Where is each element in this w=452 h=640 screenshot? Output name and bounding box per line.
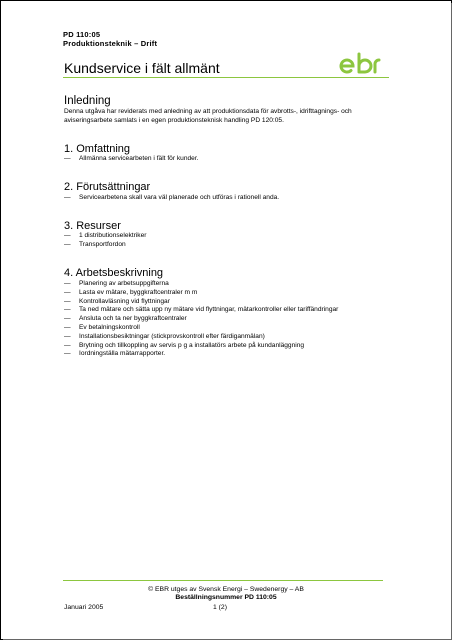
dash-bullet: — bbox=[64, 350, 71, 358]
dash-bullet: — bbox=[64, 194, 71, 201]
dash-bullet: — bbox=[64, 155, 71, 162]
list-item: — Planering av arbetsuppgifterna bbox=[64, 280, 169, 287]
list-item: — Ev betalningskontroll bbox=[64, 323, 140, 331]
dash-bullet: — bbox=[64, 232, 71, 239]
section-heading-arbetsbeskrivning: 4. Arbetsbeskrivning bbox=[64, 267, 164, 279]
dash-bullet: — bbox=[64, 341, 71, 349]
section-list-arbetsbeskrivning bbox=[64, 280, 374, 359]
section-list-omfattning bbox=[64, 155, 394, 164]
department-label: Produktionsteknik – Drift bbox=[63, 39, 158, 48]
list-item: — Allmänna servicearbeten i fält för kunder. bbox=[64, 155, 199, 162]
footer-page-number: 1 (2) bbox=[213, 604, 227, 611]
section-heading-omfattning: 1. Omfattning bbox=[64, 143, 131, 155]
dash-bullet: — bbox=[64, 323, 71, 331]
page-title: Kundservice i fält allmänt bbox=[64, 60, 220, 76]
section-heading-forutsattningar: 2. Förutsättningar bbox=[64, 181, 151, 193]
dash-bullet: — bbox=[64, 240, 71, 248]
list-item: — Ta ned mätare och sätta upp ny mätare vid flyttningar, mätarkontroller eller tariffändringar bbox=[64, 306, 339, 314]
section-list-resurser bbox=[64, 232, 394, 250]
intro-heading: Inledning bbox=[64, 95, 111, 107]
dash-bullet: — bbox=[64, 315, 71, 323]
list-item: — Kontrollavläsning vid flyttningar bbox=[64, 297, 170, 305]
dash-bullet: — bbox=[64, 306, 71, 314]
document-code: PD 110:05 bbox=[63, 30, 101, 39]
dash-bullet: — bbox=[64, 280, 71, 287]
section-heading-resurser: 3. Resurser bbox=[64, 220, 121, 232]
list-item: — Transportfordon bbox=[64, 240, 126, 248]
list-item: — Iordningställa mätarrapporter. bbox=[64, 350, 166, 358]
list-item: — 1 distributionselektriker bbox=[64, 232, 147, 239]
dash-bullet: — bbox=[64, 288, 71, 296]
footer-date: Januari 2005 bbox=[64, 604, 104, 611]
list-item: — Brytning och tillkoppling av servis p g a installatörs arbete på kundanläggning bbox=[64, 341, 305, 349]
list-item: — Ansluta och ta ner byggkraftcentraler bbox=[64, 315, 187, 323]
intro-text: Denna utgåva har reviderats med anledning av att produktionsdata för avbrotts-, idrifttagnings- och aviseringsarbete samlats i en egen produktionsteknisk handling PD 120:05. bbox=[64, 108, 352, 124]
footer-copyright: © EBR utges av Svensk Energi – Swedenergy – AB bbox=[148, 586, 304, 593]
footer-divider bbox=[63, 580, 383, 581]
footer-order-number: Beställningsnummer PD 110:05 bbox=[175, 594, 277, 601]
list-item: — Servicearbetena skall vara väl planerade och utföras i rationell anda. bbox=[64, 194, 280, 201]
section-list-forutsattningar bbox=[64, 194, 394, 203]
title-divider bbox=[63, 77, 389, 78]
ebr-logo bbox=[339, 51, 395, 75]
dash-bullet: — bbox=[64, 332, 71, 340]
list-item: — Installationsbesiktningar (stickprovskontroll efter färdiganmälan) bbox=[64, 332, 265, 340]
list-item: — Lasta ev mätare, byggkraftcentraler m m bbox=[64, 288, 198, 296]
dash-bullet: — bbox=[64, 297, 71, 305]
logo-text: ebr bbox=[339, 51, 341, 52]
